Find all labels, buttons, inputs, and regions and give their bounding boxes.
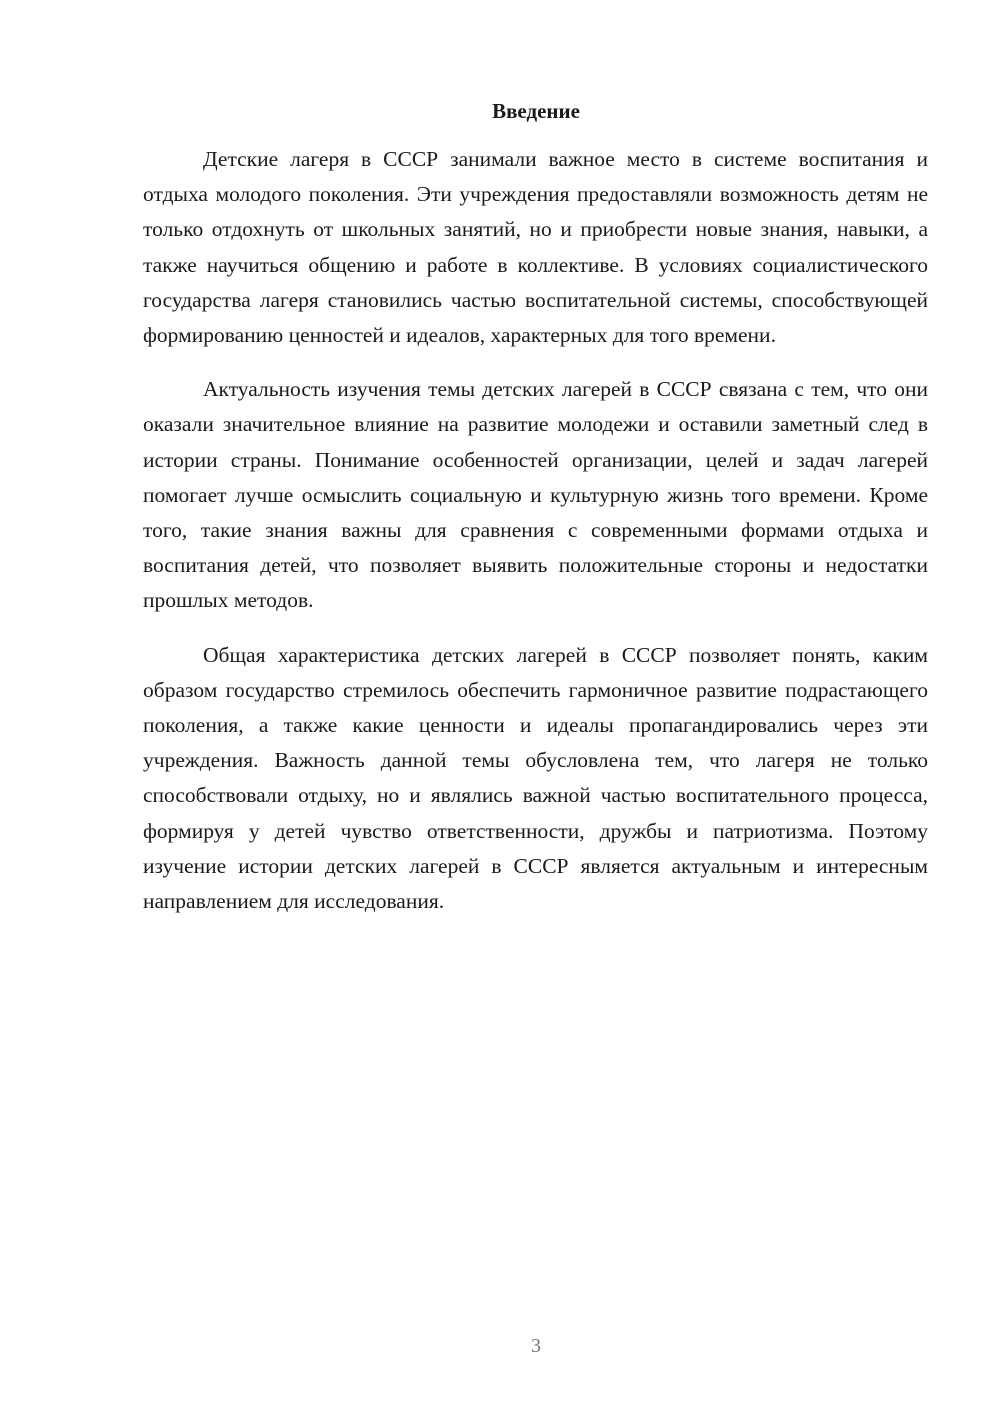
section-heading: Введение	[492, 99, 580, 123]
body-text	[143, 142, 928, 938]
page-number: 3	[531, 1335, 541, 1357]
paragraph-2: Актуальность изучения темы детских лагерей в СССР связана с тем, что они оказали значительное влияние на развитие молодежи и оставили заметный след в истории страны. Понимание особенностей организации, целей и задач лагерей помогает лучше осмыслить социальную и культурную жизнь того времени. Кроме того, такие знания важны для сравнения с современными формами отдыха и воспитания детей, что позволяет выявить положительные стороны и недостатки прошлых методов.	[143, 377, 928, 613]
paragraph-3: Общая характеристика детских лагерей в СССР позволяет понять, каким образом государство стремилось обеспечить гармоничное развитие подрастающего поколения, а также какие ценности и идеалы пропагандировались через эти учреждения. Важность данной темы обусловлена тем, что лагеря не только способствовали отдыху, но и являлись важной частью воспитательного процесса, формируя у детей чувство ответственности, дружбы и патриотизма. Поэтому изучение истории детских лагерей в СССР является актуальным и интересным направлением для исследования.	[143, 642, 928, 914]
paragraph-1: Детские лагеря в СССР занимали важное место в системе воспитания и отдыха молодого поколения. Эти учреждения предоставляли возможность детям не только отдохнуть от школьных занятий, но и приобрести новые знания, навыки, а также научиться общению и работе в коллективе. В условиях социалистического государства лагеря становились частью воспитательной системы, способствующей формированию ценностей и идеалов, характерных для того времени.	[143, 147, 928, 348]
